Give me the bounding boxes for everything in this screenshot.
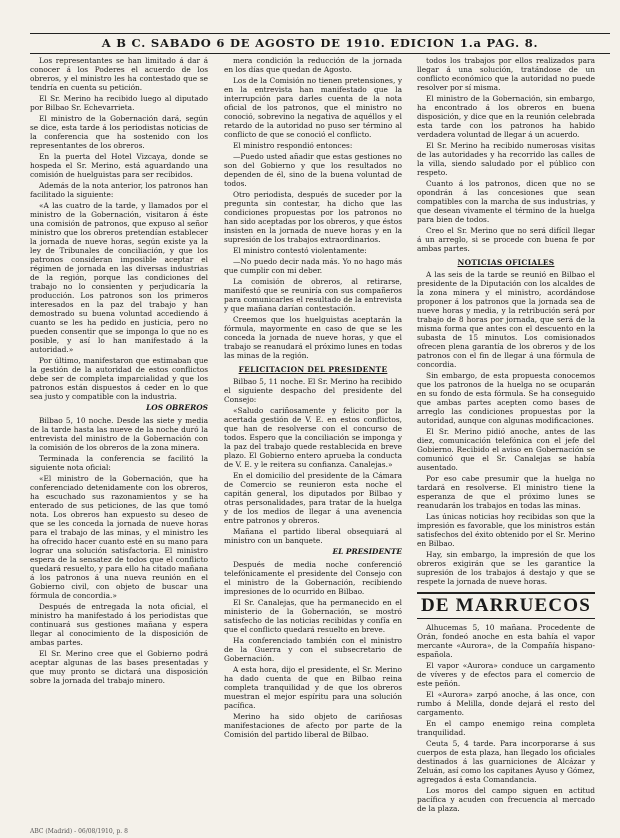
section-heading: NOTICIAS OFICIALES <box>457 258 555 267</box>
article-paragraph: todos los trabajos por ellos realizados para llegar á una solución, tratándose de un conflicto económico que la autoridad no puede resolver por sí misma. <box>417 56 595 92</box>
article-paragraph: El Sr. Merino pidió anoche, antes de las diez, comunicación telefónica con el jefe del Gobierno. Recibido el aviso en Gobernación se comunicó que el Sr. Canalejas se había ausentado. <box>417 427 595 472</box>
article-paragraph: El ministro respondió entonces: <box>233 141 353 150</box>
article-paragraph: Cuanto á los patronos, dicen que no se opondrán á las concesiones que sean compatibles con la marcha de sus industrias, y que desean vivamente el término de la huelga para bien de todos. <box>417 179 595 224</box>
article-paragraph: La comisión de obreros, al retirarse, manifestó que se reuniría con sus compañeros para comunicarles el resultado de la entrevista y que mañana darían contestación. <box>224 277 402 313</box>
column-1 <box>30 56 208 824</box>
column-3 <box>417 56 595 824</box>
article-paragraph: Después de media noche conferenció telefónicamente el presidente del Consejo con el ministro de la Gobernación, recibiendo impresiones de lo ocurrido en Bilbao. <box>224 560 402 596</box>
article-paragraph: A esta hora, dijo el presidente, el Sr. Merino ha dado cuenta de que en Bilbao reina completa tranquilidad y de que los obreros muestran el mejor espíritu para una solución pacífica. <box>224 665 402 710</box>
article-paragraph: Creemos que los huelguistas aceptarán la fórmula, mayormente en caso de que se les conceda la jornada de nueve horas, y que el trabajo se reanudará el próximo lunes en todas las minas de la región. <box>224 315 402 360</box>
article-paragraph: Ha conferenciado también con el ministro de la Guerra y con el subsecretario de Gobernación. <box>224 636 402 663</box>
major-heading: DE MARRUECOS <box>417 592 595 619</box>
article-paragraph: «Saludo cariñosamente y felicito por la acertada gestión de V. E. en estos conflictos, que han de resolverse con el concurso de todos. Espero que la conciliación se imponga y la paz del trabajo quede restablecida en breve plazo. El Gobierno entero aprueba la conducta de V. E. y le reitera su confianza. Canalejas.» <box>224 406 402 469</box>
article-paragraph: Los de la Comisión no tienen pretensiones, y en la entrevista han manifestado que la interrupción para darles cuenta de la nota oficial de los patronos, que el ministro no conoció, sobrevino la negativa de aquéllos y el retardo de la autoridad no puso ser término al conflicto de que se conoció el conflicto. <box>224 76 402 139</box>
article-paragraph: Bilbao 5, 11 noche. El Sr. Merino ha recibido el siguiente despacho del presidente del Consejo: <box>224 377 402 404</box>
article-paragraph: Hay, sin embargo, la impresión de que los obreros exigirán que se les garantice la supresión de los trabajos á destajo y que se respete la jornada de nueve horas. <box>417 550 595 586</box>
article-paragraph: Los representantes se han limitado á dar á conocer á los Poderes el acuerdo de los obreros, y el ministro les ha contestado que se tendría en cuenta su petición. <box>30 56 208 92</box>
article-paragraph: Merino ha sido objeto de cariñosas manifestaciones de afecto por parte de la Comisión del partido liberal de Bilbao. <box>224 712 402 739</box>
article-paragraph: En el campo enemigo reina completa tranquilidad. <box>417 719 595 737</box>
header-rule-bottom <box>30 53 610 54</box>
article-paragraph: Sin embargo, de esta propuesta conocemos que los patronos de la huelga no se ocuparán en su fondo de esta fórmula. Se ha conseguido que ambas partes acepten como bases de arreglo las condiciones propuestas por la autoridad, aunque con algunas modificaciones. <box>417 371 595 425</box>
article-paragraph: El Sr. Merino ha recibido luego al diputado por Bilbao Sr. Echevarrieta. <box>30 94 208 112</box>
article-paragraph: Por último, manifestaron que estimaban que la gestión de la autoridad de estos conflictos debe ser de completa imparcialidad y que los patronos están dispuestos á ceder en lo que sea justo y compatible con la industria. <box>30 356 208 401</box>
article-paragraph: —Puedo usted añadir que estas gestiones no son del Gobierno y que los resultados no dependen de él, sino de la buena voluntad de todos. <box>224 152 402 188</box>
article-paragraph: Ceuta 5, 4 tarde. Para incorporarse á sus cuerpos de esta plaza, han llegado los oficiales destinados á las guarniciones de Alcázar y Zeluán, así como los capitanes Ayuso y Gómez, agregados á esta Comandancia. <box>417 739 595 784</box>
section-heading: FELICITACION DEL PRESIDENTE <box>238 365 388 374</box>
article-paragraph: «A las cuatro de la tarde, y llamados por el ministro de la Gobernación, visitaron á éste una comisión de patronos, que expuso al señor ministro que los obreros pretendían establecer la jornada de nueve horas, según existe ya la ley de Tribunales de conciliación, y que los patronos consideran imposible aceptar el régimen de jornada en las diversas industrias de la región, porque las condiciones del trabajo no lo consienten y perjudicaría la producción. Los patronos son los primeros interesados en la paz del trabajo y han demostrado su buena voluntad accediendo á cuanto se les ha pedido en justicia, pero no pueden consentir que se imponga lo que no es posible, y así lo han manifestado á la autoridad.» <box>30 201 208 354</box>
article-paragraph: mera condición la reducción de la jornada en los días que quedan de Agosto. <box>224 56 402 74</box>
header-rule-top <box>30 33 610 34</box>
article-paragraph: El vapor «Aurora» conduce un cargamento de víveres y de efectos para el comercio de este peñón. <box>417 661 595 688</box>
article-paragraph: En el domicilio del presidente de la Cámara de Comercio se reunieron esta noche el capitán general, los diputados por Bilbao y otras personalidades, para tratar de la huelga y de los medios de llegar á una avenencia entre patronos y obreros. <box>224 471 402 525</box>
article-paragraph: El Sr. Canalejas, que ha permanecido en el ministerio de la Gobernación, se mostró satisfecho de las noticias recibidas y confía en que el conflicto quedará resuelto en breve. <box>224 598 402 634</box>
column-2 <box>224 56 402 824</box>
article-paragraph: A las seis de la tarde se reunió en Bilbao el presidente de la Diputación con los alcaldes de la zona minera y el ministro, acordándose proponer á los patronos que la jornada sea de nueve horas y media, y la retribución será por trabajo de 8 horas por jornada, que será de la misma forma que antes con el descuento en la subasta de 15 minutos. Los comisionados ofrecen plena garantía de los obreros y de los patronos con el fin de llegar á una fórmula de concordia. <box>417 270 595 369</box>
section-subheading: LOS OBREROS <box>146 403 208 412</box>
article-paragraph: Creo el Sr. Merino que no será difícil llegar á un arreglo, si se procede con buena fe por ambas partes. <box>417 226 595 253</box>
article-paragraph: Alhucemas 5, 10 mañana. Procedente de Orán, fondeó anoche en esta bahía el vapor mercante «Aurora», de la Compañía hispano-española. <box>417 623 595 659</box>
article-paragraph: El ministro de la Gobernación dará, según se dice, esta tarde á los periodistas noticias de la conferencia que ha sostenido con los representantes de los obreros. <box>30 114 208 150</box>
article-paragraph: Por eso cabe presumir que la huelga no tardará en resolverse. El ministro tiene la esperanza de que el próximo lunes se reanudarán los trabajos en todas las minas. <box>417 474 595 510</box>
article-paragraph: —No puedo decir nada más. Yo no hago más que cumplir con mi deber. <box>224 257 402 275</box>
article-paragraph: El «Aurora» zarpó anoche, á las once, con rumbo á Melilla, donde dejará el resto del cargamento. <box>417 690 595 717</box>
footer-mark: ABC (Madrid) - 06/08/1910, p. 8 <box>30 828 128 835</box>
article-paragraph: Además de la nota anterior, los patronos han facilitado la siguiente: <box>30 181 208 199</box>
article-paragraph: Las únicas noticias hoy recibidas son que la impresión es favorable, que los ministros están satisfechos del éxito obtenido por el Sr. Merino en Bilbao. <box>417 512 595 548</box>
article-paragraph: En la puerta del Hotel Vizcaya, donde se hospeda el Sr. Merino, está aguardando una comisión de huelguistas para ser recibidos. <box>30 152 208 179</box>
article-paragraph: Otro periodista, después de suceder por la pregunta sin contestar, ha dicho que las condiciones propuestas por los patronos no han sido aceptadas por los obreros, y que éstos insisten en la jornada de nueve horas y en la supresión de los trabajos extraordinarios. <box>224 190 402 244</box>
section-subheading: EL PRESIDENTE <box>332 547 402 556</box>
article-paragraph: Después de entregada la nota oficial, el ministro ha manifestado á los periodistas que continuará sus gestiones mañana y espera llegar al conocimiento de la disposición de ambas partes. <box>30 602 208 647</box>
article-paragraph: El Sr. Merino cree que el Gobierno podrá aceptar algunas de las bases presentadas y que muy pronto se dictará una disposición sobre la jornada del trabajo minero. <box>30 649 208 685</box>
article-paragraph: Mañana el partido liberal obsequiará al ministro con un banquete. <box>224 527 402 545</box>
article-paragraph: «El ministro de la Gobernación, que ha conferenciado detenidamente con los obreros, ha escuchado sus razonamientos y se ha enterado de sus peticiones, de las que tomó nota. Los obreros han expuesto su deseo de que se les conceda la jornada de nueve horas para el trabajo de las minas, y el ministro les ha ofrecido hacer cuanto esté en su mano para lograr una solución satisfactoria. El ministro espera de la sensatez de todos que el conflicto quedará resuelto, y para ello ha citado mañana á los patronos á una nueva reunión en el Gobierno civil, con objeto de buscar una fórmula de concordia.» <box>30 474 208 600</box>
article-paragraph: Terminada la conferencia se facilitó la siguiente nota oficial: <box>30 454 208 472</box>
article-paragraph: El ministro contestó violentamente: <box>233 246 367 255</box>
article-paragraph: Bilbao 5, 10 noche. Desde las siete y media de la tarde hasta las nueve de la noche duró la entrevista del ministro de la Gobernación con la comisión de los obreros de la zona minera. <box>30 416 208 452</box>
article-paragraph: El Sr. Merino ha recibido numerosas visitas de las autoridades y ha recorrido las calles de la villa, siendo saludado por el público con respeto. <box>417 141 595 177</box>
article-paragraph: El ministro de la Gobernación, sin embargo, ha encontrado á los obreros en buena disposición, y dice que en la reunión celebrada esta tarde con los patronos ha habido verdadera voluntad de llegar á un acuerdo. <box>417 94 595 139</box>
article-paragraph: Los moros del campo siguen en actitud pacífica y acuden con frecuencia al mercado de la plaza. <box>417 786 595 813</box>
page-header: A B C. SABADO 6 DE AGOSTO DE 1910. EDICION 1.a PAG. 8. <box>101 36 539 50</box>
